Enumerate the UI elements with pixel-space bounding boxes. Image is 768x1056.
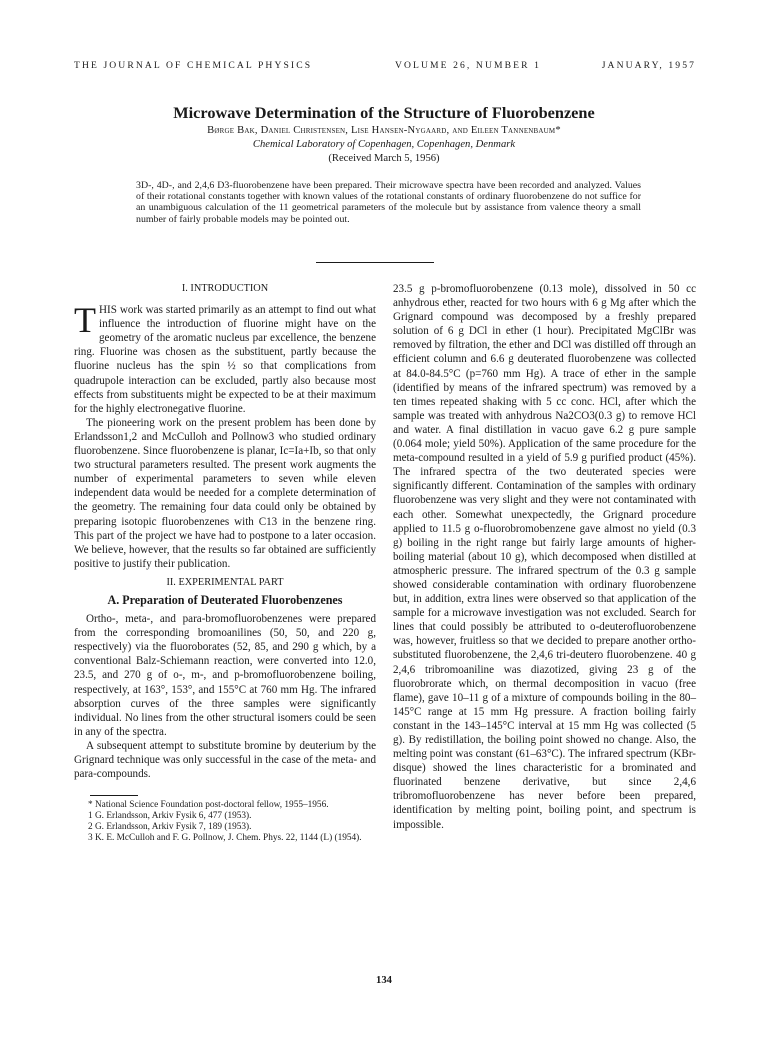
article-title: Microwave Determination of the Structure of Fluorobenzene [173, 103, 595, 122]
page-number: 134 [376, 975, 392, 986]
footnote-item: 3 K. E. McCulloh and F. G. Pollnow, J. Chem. Phys. 22, 1144 (L) (1954). [88, 832, 362, 843]
footnote-item: 1 G. Erlandsson, Arkiv Fysik 6, 477 (1953). [88, 810, 252, 821]
left-column [74, 282, 376, 843]
section-heading-experimental: II. EXPERIMENTAL PART [166, 576, 284, 588]
footnotes [74, 800, 376, 843]
right-column [393, 282, 696, 832]
intro-paragraph-1 [74, 300, 376, 416]
experimental-paragraph-2: A subsequent attempt to substitute bromine by deuterium by the Grignard technique was only successful in the case of the meta- and para-compounds. [74, 739, 376, 781]
intro-paragraph-2: The pioneering work on the present problem has been done by Erlandsson1,2 and McCulloh and Pollnow3 who studied ordinary fluorobenzene. Since fluorobenzene is planar, Ic=Ia+Ib, so that only two structural parameters resulted. The present work augments the number of experimental parameters to seven while eleven independent data would be needed for a complete determination of the geometry. The remaining four data could only be obtained by preparing isotopic fluorobenzenes with C13 in the benzene ring. This part of the project we have had to postpone to a later occasion. We believe, however, that the results so far obtained are sufficiently positive to justify their publication. [74, 416, 376, 570]
intro-paragraph-1-text: HIS work was started primarily as an attempt to find out what influence the introduction of fluorine might have on the geometry of the aromatic nucleus par excellence, the benzene ring. Fluorine was chosen as the substituent, partly because the fluorine nucleus has the spin ½ so that complications from quadrupole interaction can be excluded, partly also because most effects from substituents might be expected to be at their maximum for the highly electronegative fluorine. [74, 304, 376, 415]
footnote-item: * National Science Foundation post-doctoral fellow, 1955–1956. [88, 800, 329, 811]
subsection-heading-preparation: A. Preparation of Deuterated Fluorobenzenes [107, 592, 343, 607]
footnote-item: 2 G. Erlandsson, Arkiv Fysik 7, 189 (1953). [88, 821, 252, 832]
received-date: (Received March 5, 1956) [328, 153, 440, 164]
experimental-paragraph-1: Ortho-, meta-, and para-bromofluorobenzenes were prepared from the corresponding bromoanilines (50, 50, and 220 g, respectively) via the fluoroborates (52, 85, and 290 g which, by a conventional Balz-Schiemann reaction, were converted into 12.0, 23.5, and 270 g of o-, m-, and p-bromofluorobenzene boiling, respectively, at 163°, 153°, and 155°C at 760 mm Hg. The infrared absorption curves of the three samples were significantly individual. No lines from the other structural isomers could be seen in any of the spectra. [74, 613, 376, 738]
journal-name: THE JOURNAL OF CHEMICAL PHYSICS [74, 60, 313, 71]
volume-number: VOLUME 26, NUMBER 1 [395, 60, 541, 71]
article-authors: Børge Bak, Daniel Christensen, Lise Hansen-Nygaard, and Eileen Tannenbaum* [207, 125, 561, 136]
section-heading-introduction: I. INTRODUCTION [181, 283, 269, 294]
issue-date: JANUARY, 1957 [601, 60, 696, 71]
abstract-divider [316, 262, 434, 263]
abstract: 3D-, 4D-, and 2,4,6 D3-fluorobenzene have been prepared. Their microwave spectra have been recorded and analyzed. Values of their rotational constants together with known values of the rotational constants of ordinary fluorobenzene do not suffice for an unambiguous calculation of the 11 geometrical parameters of the molecule but by assistance from valence theory a small number of fairly probable models may be pointed out. [136, 180, 641, 225]
drop-cap: T [74, 300, 96, 341]
footnote-divider [90, 795, 138, 796]
article-affiliation: Chemical Laboratory of Copenhagen, Copenhagen, Denmark [252, 139, 516, 150]
experimental-paragraph-3: 23.5 g p-bromofluorobenzene (0.13 mole), dissolved in 50 cc anhydrous ether, reacted for two hours with 6 g Mg after which the Grignard compound was decomposed by a freshly prepared solution of 6 g DCl in ether (1 hour). Precipitated MgClBr was removed by filtration, the ether and DCl was distilled off through an efficient column and 6.6 g deuterated fluorobenzene was collected at 84.0-84.5°C (p=760 mm Hg). A trace of ether in the sample (identified by means of the infrared spectrum) was removed by a ten times repeated shaking with 5 cc conc. HCl, after which the sample was treated with anhydrous Na2CO3(0.3 g) to remove HCl and water. A final distillation in vacuo gave 6.2 g pure sample (0.064 mole; yield 50%). Application of the same procedure for the meta-compound resulted in a yield of 5.9 g purified product (45%). The infrared spectra of the two deuterated species were significantly different. Contamination of the samples with ordinary fluorobenzene was very slight and they were not contaminated with each other. Somewhat unexpectedly, the Grignard procedure applied to 11.5 g o-fluorobromobenzene gave almost no yield (0.3 g) boiling in the right range but fairly large amounts of higher-boiling material (about 10 g), which decomposed when distilled at atmospheric pressure. The infrared spectrum of the 0.3 g sample showed considerable contamination with ordinary fluorobenzene but, in addition, extra lines were observed so that application of the sample for a microwave investigation was not excluded. Search for lines that could possibly be attributed to o-deuterofluorobenzene was, however, fruitless so that we decided to prepare another ortho-substituted fluorobenzene, the 2,4,6 tri-deutero fluorobenzene. 40 g 2,4,6 tribromoaniline was diazotized, giving 23 g of the fluorobrorate which, on thermal decomposition in vacuo (free flame), gave 10–11 g of a mixture of compounds boiling in the 80–145°C range at 15 mm Hg pressure. A fraction boiling fairly constant in the 143–145°C interval at 15 mm Hg was collected (5 g). By redistillation, the boiling point showed no change. Also, the melting point was constant (61–63°C). The infrared spectrum (KBr-disque) showed the lines characteristic for a brominated and fluorinated benzene derivative, but since 2,4,6 tribromofluorobenzene has never before been prepared, identification by melting point, boiling point, and spectrum is impossible. [393, 283, 696, 831]
